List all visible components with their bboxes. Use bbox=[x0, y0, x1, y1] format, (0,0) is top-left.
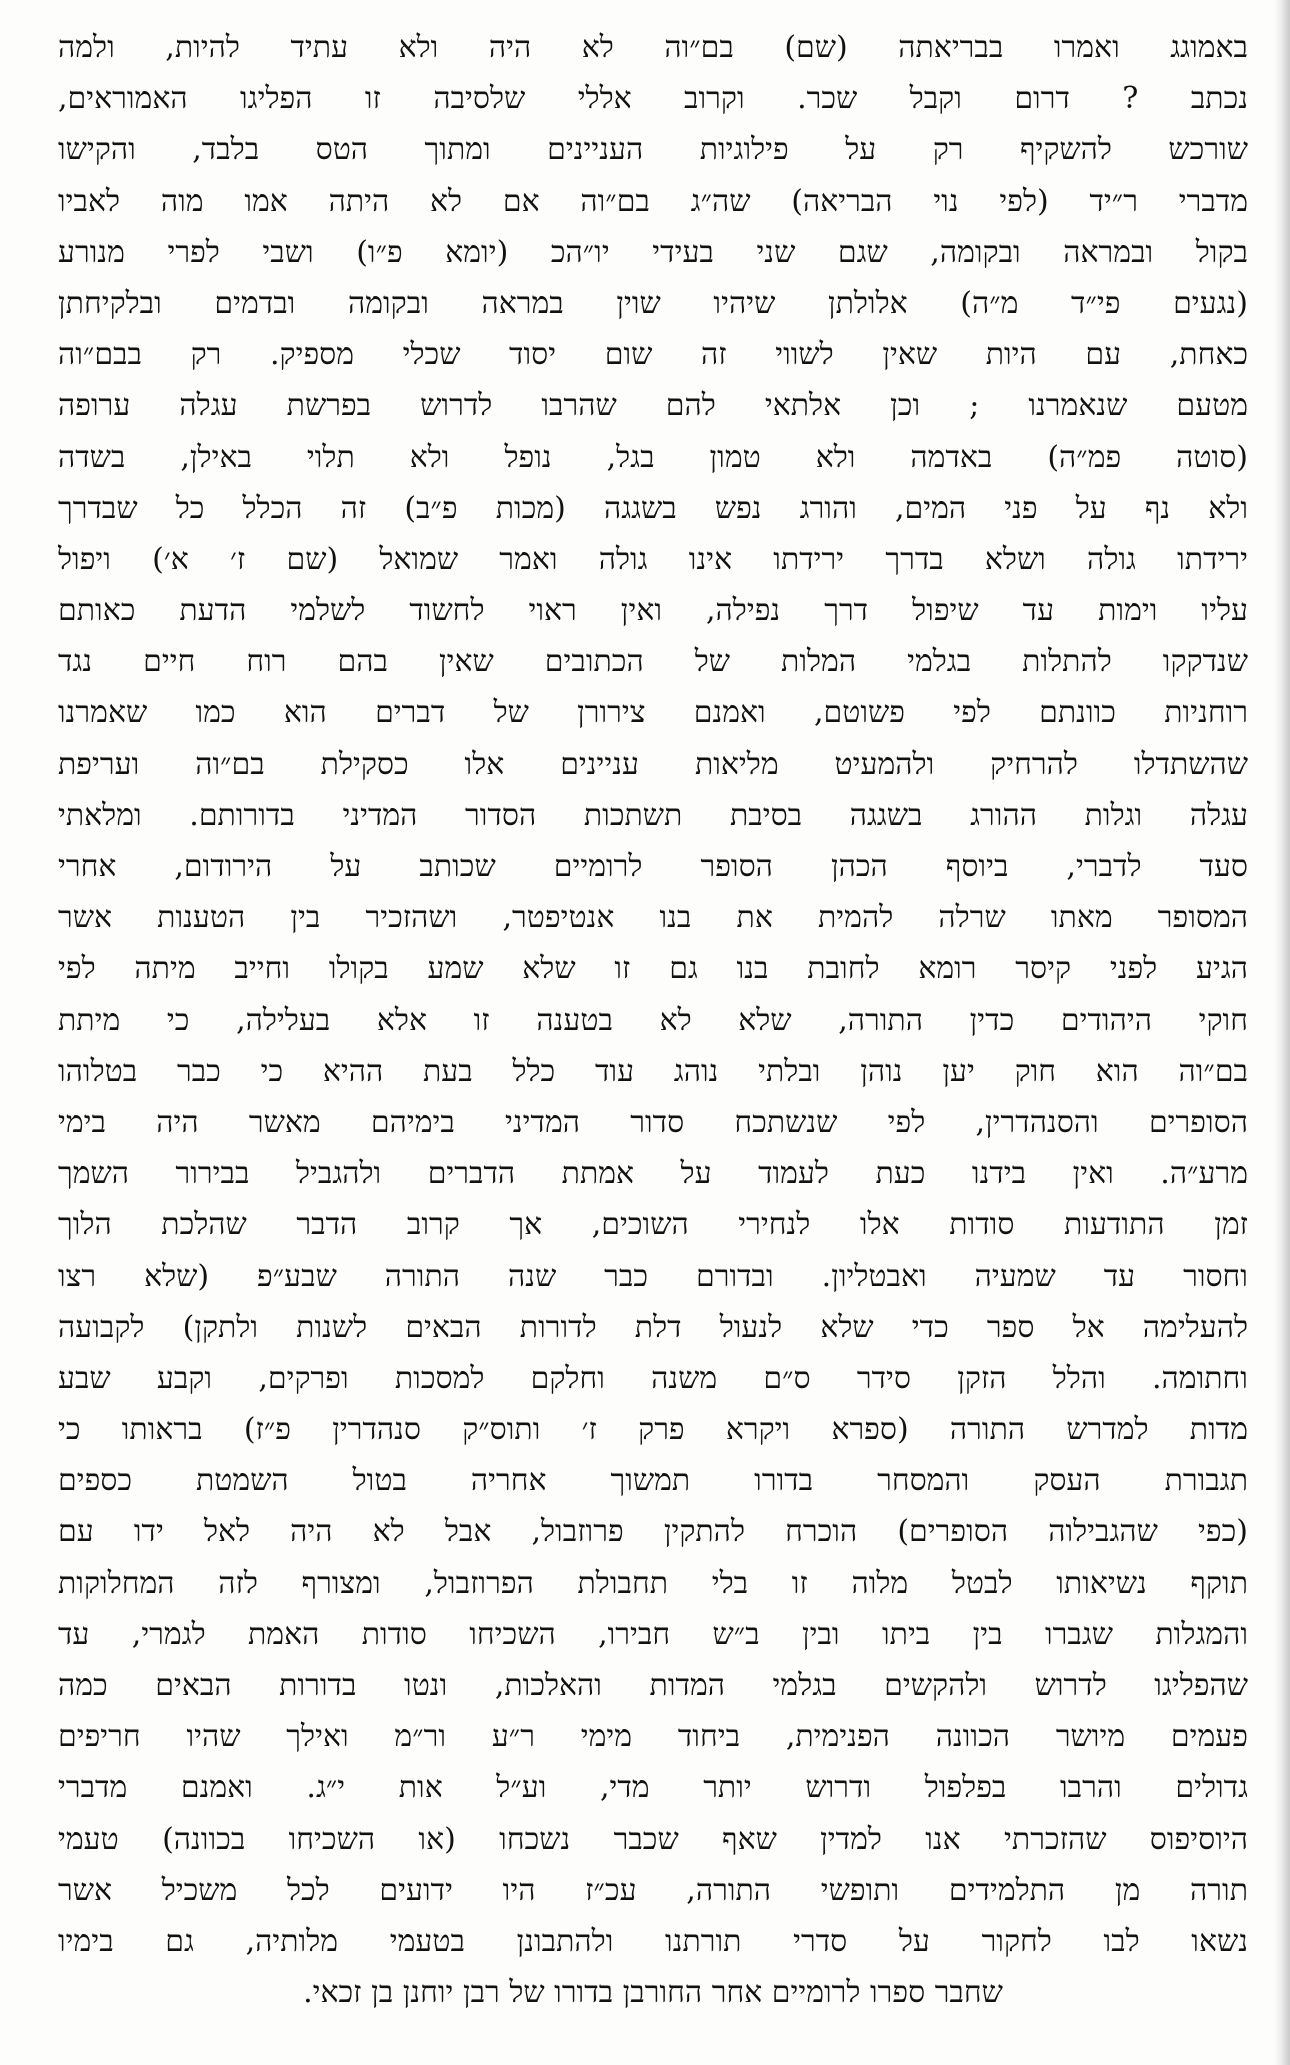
text-line: ולא נף על פני המים, והורג נפש בשגגה (מכות פ״ב) זה הכלל כל שבדרך bbox=[58, 490, 1248, 526]
text-line: תוקף נשיאותו לבטל מלוה זו בלי תחבולת הפרוזבול, ומצורף לזה המחלוקות bbox=[58, 1565, 1248, 1601]
text-line: מדברי ר״יד (לפי נוי הבריאה) שה״ג בם״וה אם לא היתה אמו מוה לאביו bbox=[58, 183, 1248, 219]
text-line: נשאו לבו לחקור על סדרי תורתנו ולהתבונן בטעמי מלותיה, גם בימיו bbox=[58, 1923, 1248, 1959]
text-line: הסופרים והסנהדרין, לפי שנשתכח סדור המדיני בימיהם מאשר היה בימי bbox=[58, 1104, 1248, 1140]
text-line: שחבר ספרו לרומיים אחר החורבן בדורו של רבן יוחנן בן זכאי. bbox=[303, 1975, 1003, 2011]
text-line: וחסור עד שמעיה ואבטליון. ובדורם כבר שנה התורה שבע״פ (שלא רצו bbox=[58, 1258, 1248, 1294]
text-line: שורכש להשקיף רק על פילוגיות העניינים ומתוך הטס בלבד, והקישו bbox=[58, 132, 1248, 168]
text-line: חוקי היהודים כדין התורה, שלא לא בטענה זו אלא בעלילה, כי מיתת bbox=[58, 1002, 1248, 1038]
text-line: באמוגג ואמרו בבריאתה (שם) בם״וה לא היה ולא עתיד להיות, ולמה bbox=[58, 30, 1248, 65]
text-line: עגלה וגלות ההורג בשגגה בסיבת תשתכות הסדור המדיני בדורותם. ומלאתי bbox=[58, 797, 1248, 833]
text-line: מרע״ה. ואין בידנו כעת לעמוד על אמתת הדברים ולהגביל בבירור השמך bbox=[58, 1156, 1248, 1192]
text-line: נכתב ? דרום וקבל שכר. וקרוב אללי שלסיבה זו הפליגו האמוראים, bbox=[58, 81, 1248, 117]
text-line: בקול ובמראה ובקומה, שגם שני בעידי יו״הכ (יומא פ״ו) ושבי לפרי מנורע bbox=[58, 234, 1248, 270]
text-line: גדולים והרבו בפלפול ודרוש יותר מדי, וע״ל אות י״ג. ואמנם מדברי bbox=[58, 1770, 1248, 1806]
text-line: עליו וימות עד שיפול דרך נפילה, ואין ראוי לחשוד לשלמי הדעת כאותם bbox=[58, 593, 1248, 629]
text-line: (סוטה פמ״ה) באדמה ולא טמון בגל, נופל ולא תלוי באילן, בשדה bbox=[58, 439, 1248, 475]
text-line: שהשתדלו להרחיק ולהמעיט מליאות עניינים אלו כסקילת בם״וה ועריפת bbox=[58, 746, 1248, 782]
text-line: ירידתו גולה ושלא בדרך ירידתו אינו גולה ואמר שמואל (שם ז׳ א׳) ויפול bbox=[58, 541, 1248, 577]
text-line: רוחניות כוונתם לפי פשוטם, ואמנם צירורן של דברים הוא כמו שאמרנו bbox=[58, 695, 1248, 731]
page-edge-shadow bbox=[1274, 0, 1290, 2065]
text-line: (נגעים פי״ד מ״ה) אלולתן שיהיו שוין במראה ובקומה ובדמים ובלקיחתן bbox=[58, 285, 1248, 321]
hebrew-text-block bbox=[58, 22, 1248, 2018]
text-line: וחתומה. והלל הזקן סידר ס״ם משנה וחלקם למסכות ופרקים, וקבע שבע bbox=[58, 1360, 1248, 1396]
text-line: שנדקקו להתלות בגלמי המלות של הכתובים שאין בהם רוח חיים נגד bbox=[58, 644, 1248, 680]
text-line: כאחת, עם היות שאין לשווי זה שום יסוד שכלי מספיק. רק בבם״וה bbox=[58, 337, 1248, 373]
text-line: שהפליגו לדרוש ולהקשים בגלמי המדות והאלכות, ונטו בדורות הבאים כמה bbox=[58, 1668, 1248, 1703]
text-line: הגיע לפני קיסר רומא לחובת בנו גם זו שלא שמע בקולו וחייב מיתה לפי bbox=[58, 951, 1248, 987]
text-line: זמן התודעות סודות אלו לנחירי השוכים, אך קרוב הדבר שהלכת הלוך bbox=[58, 1207, 1248, 1243]
text-line: המסופר מאתו שרלה להמית את בנו אנטיפטר, ושהזכיר בין הטענות אשר bbox=[58, 900, 1248, 936]
text-line: תורה מן התלמידים ותופשי התורה, עכ״ז היו ידועים לכל משכיל אשר bbox=[58, 1872, 1248, 1908]
text-line: והמגלות שגברו בין ביתו ובין ב״ש חבירו, השכיחו סודות האמת לגמרי, עד bbox=[58, 1616, 1248, 1652]
text-line: להעלימה אל ספר כדי שלא לנעול דלת לדורות הבאים לשנות ולתקן) לקבועה bbox=[58, 1309, 1248, 1345]
text-line: פעמים מיושר הכוונה הפנימית, ביחוד מימי ר״ע ור״מ ואילך שהיו חריפים bbox=[58, 1719, 1248, 1755]
text-line: מדות למדרש התורה (ספרא ויקרא פרק ז׳ ותוס״ק סנהדרין פ״ז) בראותו כי bbox=[58, 1412, 1248, 1448]
text-line: תגבורת העסק והמסחר בדורו תמשוך אחריה בטול השמטת כספים bbox=[58, 1463, 1248, 1499]
text-line: (כפי שהגבילוה הסופרים) הוכרח להתקין פרוזבול, אבל לא היה לאל ידו עם bbox=[58, 1514, 1248, 1550]
text-line: מטעם שנאמרנו ; וכן אלתאי להם שהרבו לדרוש בפרשת עגלה ערופה bbox=[58, 388, 1248, 424]
text-line: היוסיפוס שהזכרתי אנו למדין שאף שכבר נשכחו (או השכיחו בכוונה) טעמי bbox=[58, 1821, 1248, 1857]
text-line: סעד לדברי, ביוסף הכהן הסופר לרומיים שכותב על הירודום, אחרי bbox=[58, 849, 1248, 884]
text-line: בם״וה הוא חוק יען נוהן ובלתי נוהג עוד כלל בעת ההיא כי כבר בטלוהו bbox=[58, 1053, 1248, 1089]
